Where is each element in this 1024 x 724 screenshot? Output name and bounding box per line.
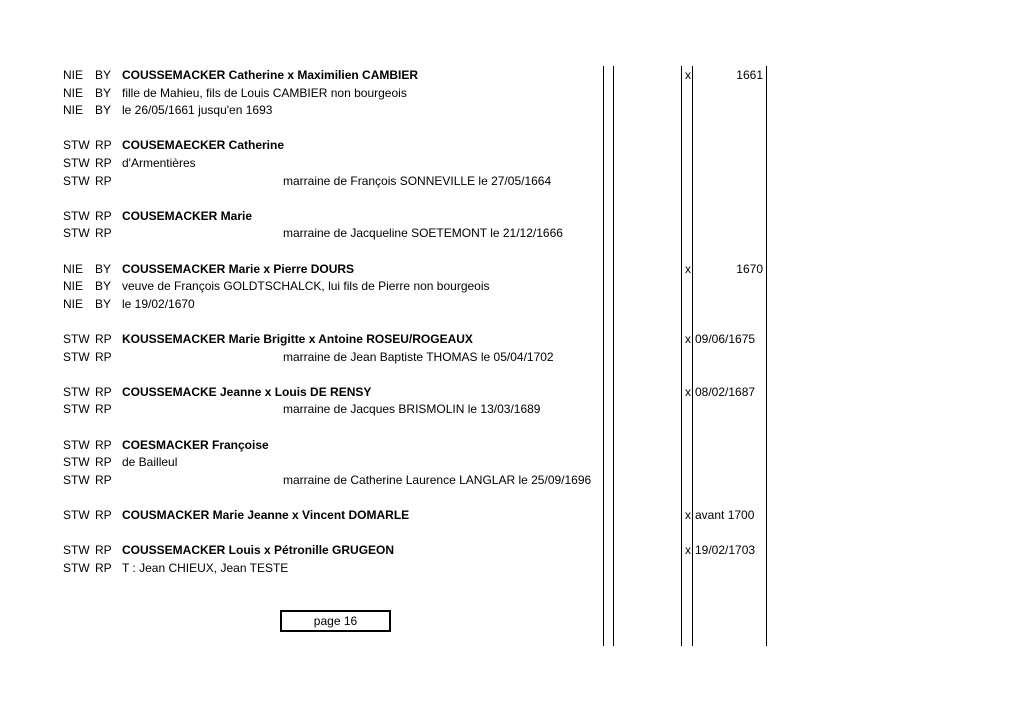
parish-code: STW (63, 473, 90, 487)
entry-detail: T : Jean CHIEUX, Jean TESTE (122, 561, 289, 575)
register-row (0, 348, 1024, 366)
entry-name: COUSSEMACKE Jeanne x Louis DE RENSY (122, 385, 372, 399)
entry-name: COUSSEMACKER Louis x Pétronille GRUGEON (122, 543, 395, 557)
marriage-date: 09/06/1675 (695, 332, 756, 346)
register-row (0, 400, 1024, 418)
entry-detail: marraine de Catherine Laurence LANGLAR le 25/09/1696 (283, 473, 592, 487)
parish-code: STW (63, 543, 90, 557)
parish-code: NIE (63, 68, 84, 82)
register-row (0, 224, 1024, 242)
source-code: RP (95, 226, 112, 240)
entry-name: COUSEMACKER Marie (122, 209, 253, 223)
source-code: BY (95, 262, 112, 276)
register-row (0, 84, 1024, 102)
parish-code: STW (63, 226, 90, 240)
source-code: BY (95, 86, 112, 100)
register-row (0, 277, 1024, 295)
marriage-date: avant 1700 (695, 508, 755, 522)
entry-detail: marraine de Jean Baptiste THOMAS le 05/04/1702 (283, 350, 554, 364)
marriage-mark: x (685, 68, 691, 82)
source-code: RP (95, 385, 112, 399)
marriage-date: 08/02/1687 (695, 385, 756, 399)
marriage-mark: x (685, 332, 691, 346)
source-code: RP (95, 156, 112, 170)
parish-code: NIE (63, 262, 84, 276)
register-row (0, 207, 1024, 225)
source-code: RP (95, 209, 112, 223)
register-row (0, 453, 1024, 471)
parish-code: STW (63, 385, 90, 399)
parish-code: STW (63, 438, 90, 452)
parish-code: STW (63, 455, 90, 469)
register-row (0, 559, 1024, 577)
parish-code: STW (63, 508, 90, 522)
parish-code: STW (63, 332, 90, 346)
register-row (0, 101, 1024, 119)
marriage-mark: x (685, 543, 691, 557)
source-code: BY (95, 103, 112, 117)
parish-code: NIE (63, 279, 84, 293)
register-row (0, 295, 1024, 313)
entry-detail: marraine de Jacques BRISMOLIN le 13/03/1689 (283, 402, 541, 416)
source-code: RP (95, 332, 112, 346)
register-row (0, 436, 1024, 454)
page-number: page 16 (313, 614, 358, 628)
register-row (0, 541, 1024, 559)
marriage-date: 19/02/1703 (695, 543, 756, 557)
parish-code: STW (63, 174, 90, 188)
marriage-date: 1661 (736, 68, 763, 82)
register-row (0, 471, 1024, 489)
marriage-mark: x (685, 262, 691, 276)
entry-name: COESMACKER Françoise (122, 438, 269, 452)
source-code: RP (95, 174, 112, 188)
register-row (0, 506, 1024, 524)
register-row (0, 172, 1024, 190)
entry-detail: le 19/02/1670 (122, 297, 195, 311)
parish-code: STW (63, 209, 90, 223)
entry-detail: d'Armentières (122, 156, 196, 170)
entry-detail: fille de Mahieu, fils de Louis CAMBIER non bourgeois (122, 86, 407, 100)
entry-detail: le 26/05/1661 jusqu'en 1693 (122, 103, 273, 117)
entry-detail: marraine de Jacqueline SOETEMONT le 21/12/1666 (283, 226, 563, 240)
source-code: BY (95, 68, 112, 82)
register-row (0, 330, 1024, 348)
parish-code: NIE (63, 86, 84, 100)
register-row (0, 260, 1024, 278)
source-code: RP (95, 508, 112, 522)
parish-code: STW (63, 402, 90, 416)
marriage-mark: x (685, 385, 691, 399)
entry-name: COUSSEMACKER Marie x Pierre DOURS (122, 262, 355, 276)
entry-detail: marraine de François SONNEVILLE le 27/05/1664 (283, 174, 552, 188)
source-code: BY (95, 279, 112, 293)
marriage-date: 1670 (736, 262, 763, 276)
entry-name: COUSEMAECKER Catherine (122, 138, 285, 152)
source-code: RP (95, 138, 112, 152)
source-code: RP (95, 455, 112, 469)
entry-detail: de Bailleul (122, 455, 178, 469)
entry-name: COUSMACKER Marie Jeanne x Vincent DOMARLE (122, 508, 410, 522)
parish-code: STW (63, 350, 90, 364)
register-row (0, 154, 1024, 172)
entry-name: COUSSEMACKER Catherine x Maximilien CAMBIER (122, 68, 419, 82)
register-row (0, 383, 1024, 401)
page-number-box (280, 610, 391, 632)
entry-name: KOUSSEMACKER Marie Brigitte x Antoine ROSEU/ROGEAUX (122, 332, 473, 346)
source-code: RP (95, 438, 112, 452)
register-row (0, 136, 1024, 154)
parish-code: STW (63, 561, 90, 575)
source-code: RP (95, 543, 112, 557)
entry-detail: veuve de François GOLDTSCHALCK, lui fils de Pierre non bourgeois (122, 279, 490, 293)
parish-code: STW (63, 138, 90, 152)
source-code: RP (95, 561, 112, 575)
source-code: RP (95, 473, 112, 487)
source-code: RP (95, 402, 112, 416)
register-row (0, 66, 1024, 84)
parish-code: NIE (63, 103, 84, 117)
source-code: RP (95, 350, 112, 364)
parish-code: NIE (63, 297, 84, 311)
marriage-mark: x (685, 508, 691, 522)
source-code: BY (95, 297, 112, 311)
parish-code: STW (63, 156, 90, 170)
